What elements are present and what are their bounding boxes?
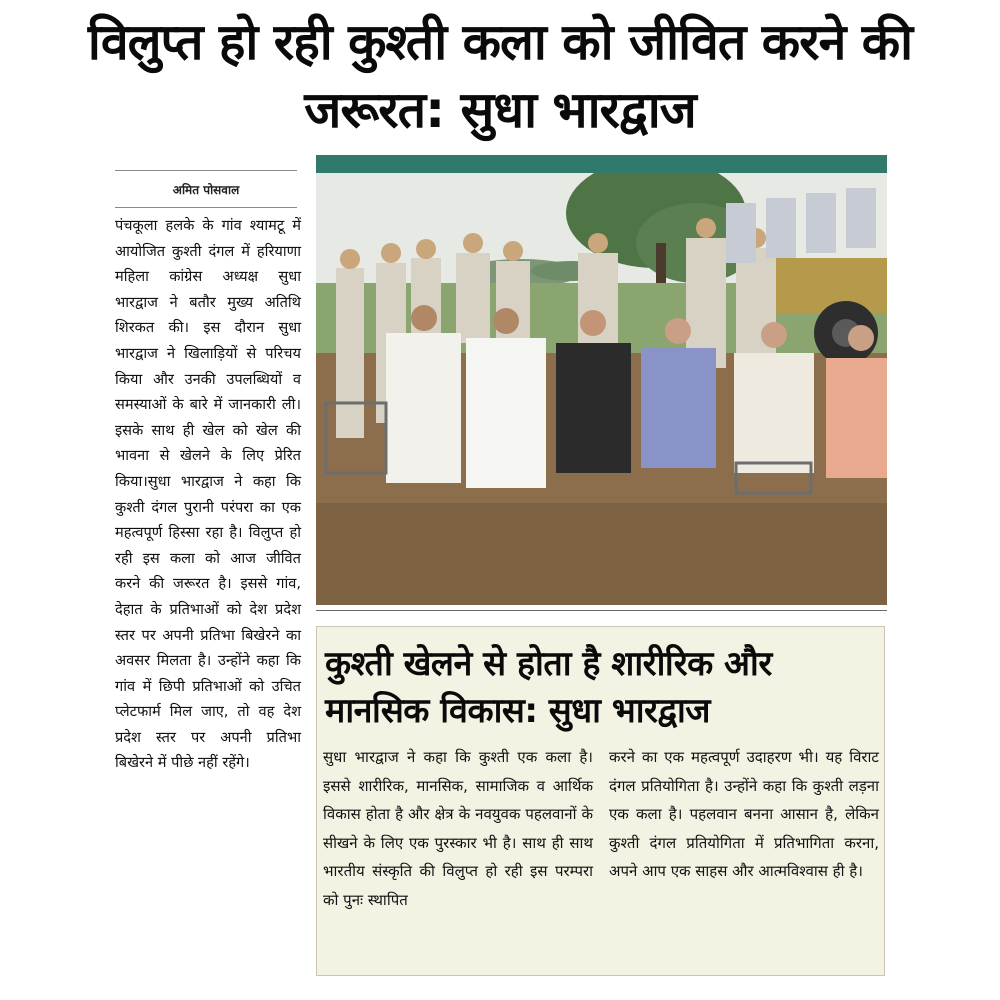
headline: विलुप्त हो रही कुश्ती कला को जीवित करने की जरूरत: सुधा भारद्वाज bbox=[87, 13, 913, 139]
byline: अमित पोसवाल bbox=[172, 183, 240, 197]
sub-article-box bbox=[316, 626, 885, 976]
photo-bottom-rule bbox=[316, 610, 887, 611]
byline-block bbox=[115, 170, 297, 208]
byline-bottom-rule bbox=[115, 207, 297, 208]
left-column-text: पंचकूला हलके के गांव श्यामटू में आयोजित कुश्ती दंगल में हरियाणा महिला कांग्रेस अध्यक्ष सुधा भारद्वाज ने बतौर मुख्य अतिथि शिरकत की। इस दौरान सुधा भारद्वाज ने खिलाड़ियों से परिचय किया और उनकी उपलब्धियों व समस्याओं के बारे में जानकारी ली। इसके साथ ही खेल को खेल की भावना से खेलने के लिए प्रेरित किया।सुधा भारद्वाज ने कहा कि कुश्ती दंगल पुरानी परंपरा का एक महत्वपूर्ण हिस्सा रहा है। विलुप्त हो रही इस कला को आज जीवित करने की जरूरत है। इससे गांव, देहात के प्रतिभाओं को देश प्रदेश स्तर पर अपनी प्रतिभा बिखेरने का अवसर मिलता है। उन्होंने कहा कि गांव में छिपी प्रतिभाओं को उचित प्लेटफार्म मिल जाए, तो वह देश प्रदेश स्तर पर अपनी प्रतिभा बिखेरने में पीछे नहीं रहेंगे। bbox=[115, 217, 301, 772]
sub-column-2: करने का एक महत्वपूर्ण उदाहरण भी। यह विराट दंगल प्रतियोगिता है। उन्होंने कहा कि कुश्ती लड़ना एक कला है। पहलवान बनना आसान है, लेकिन कुश्ती दंगल प्रतियोगिता में प्रतिभागिता करना, अपने आप एक साहस और आत्मविश्वास ही है। bbox=[609, 748, 879, 881]
photo-top-band bbox=[316, 155, 887, 173]
sub-column-1: सुधा भारद्वाज ने कहा कि कुश्ती एक कला है। इससे शारीरिक, मानसिक, सामाजिक व आर्थिक विकास होता है और क्षेत्र के नवयुवक पहलवानों के सीखने के लिए एक पुरस्कार भी है। साथ ही साथ भारतीय संस्कृति की विलुप्त हो रही इस परम्परा को पुनः स्थापित bbox=[323, 748, 593, 909]
photo-illustration bbox=[316, 173, 887, 605]
subheading: कुश्ती खेलने से होता है शारीरिक और मानसिक विकास: सुधा भारद्वाज bbox=[325, 644, 772, 731]
sub-article-columns bbox=[323, 743, 879, 915]
news-photo bbox=[316, 155, 887, 605]
